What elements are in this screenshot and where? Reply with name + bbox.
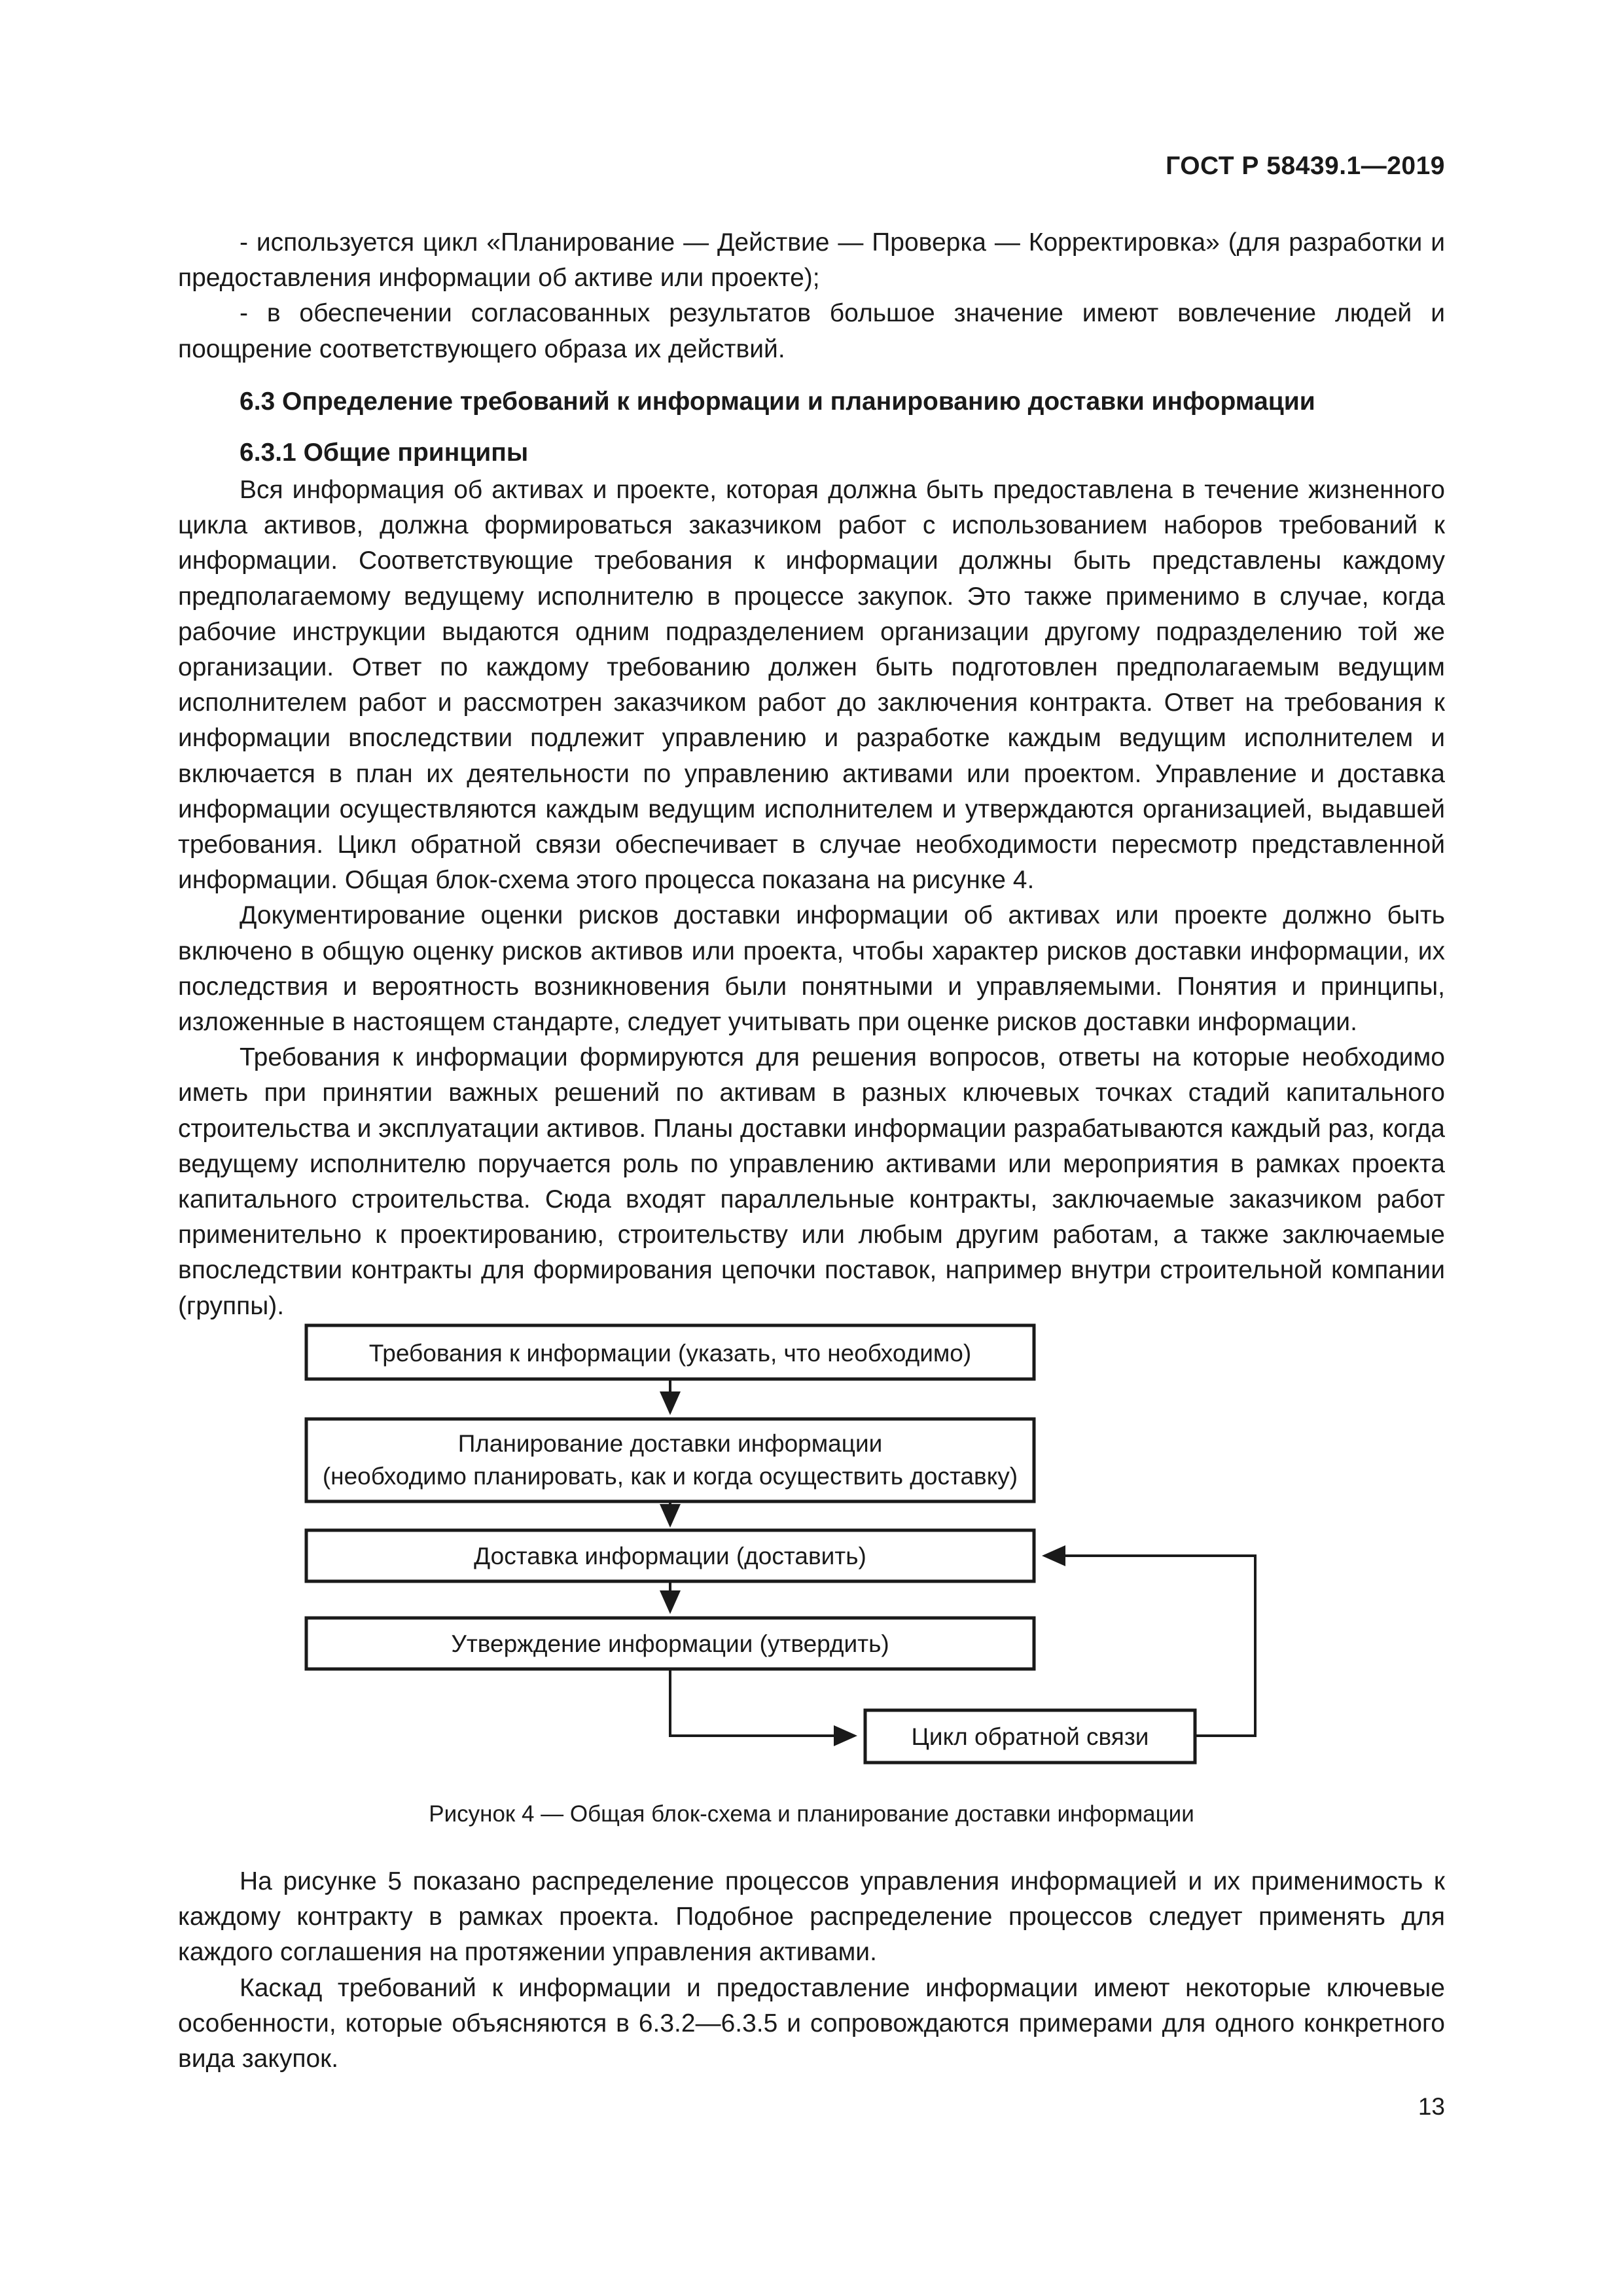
figure-caption: Рисунок 4 — Общая блок-схема и планирование доставки информации bbox=[429, 1801, 1194, 1827]
intro-paragraph-1: - используется цикл «Планирование — Действие — Проверка — Корректировка» (для разработки и предоставления информации об активе или проекте); bbox=[178, 228, 1445, 293]
body-paragraph-3: Требования к информации формируются для решения вопросов, ответы на которые необходимо иметь при принятии важных решений по активам в разных ключевых точках стадий капитального строительства и эксплуатации активов. Планы доставки информации разрабатываются каждый раз, когда ведущему исполнителю поручается роль по управлению активами или мероприятия в рамках проекта капитального строительства. Сюда входят параллельные контракты, заключаемые заказчиком работ применительно к проектированию, строительству или любым другим работам, а также заключаемые впоследствии контракты для формирования цепочки поставок, например внутри строительной компании (группы). bbox=[178, 1043, 1445, 1320]
flow-box-delivery-label: Доставка информации (доставить) bbox=[474, 1543, 866, 1570]
closing-text bbox=[178, 1864, 1445, 2077]
flow-arrow-to-feedback bbox=[670, 1669, 855, 1736]
flow-box-planning-line1: Планирование доставки информации bbox=[457, 1430, 883, 1457]
flow-box-delivery bbox=[306, 1530, 1034, 1581]
document-code: ГОСТ Р 58439.1—2019 bbox=[1166, 152, 1445, 180]
flow-box-feedback bbox=[865, 1710, 1195, 1763]
subsection-title: 6.3.1 Общие принципы bbox=[240, 439, 529, 467]
body-paragraph-1: Вся информация об активах и проекте, которая должна быть предоставлена в течение жизненного цикла активов, должна формироваться заказчиком работ с использованием наборов требований к информации. Соответствующие требования к информации должны быть представлены каждому предполагаемому ведущему исполнителю в процессе закупок. Это также применимо в случае, когда рабочие инструкции выдаются одним подразделением организации другому подразделению той же организации. Ответ по каждому требованию должен быть подготовлен предполагаемым ведущим исполнителем работ и рассмотрен заказчиком работ до заключения контракта. Ответ на требования к информации впоследствии подлежит управлению и разработке каждым ведущим исполнителем и включается в план их деятельности по управлению активами или проектом. Управление и доставка информации осуществляются каждым ведущим исполнителем и утверждаются организацией, выдавшей требования. Цикл обратной связи обеспечивает в случае необходимости пересмотр представленной информации. Общая блок-схема этого процесса показана на рисунке 4. bbox=[178, 476, 1445, 895]
flow-box-feedback-label: Цикл обратной связи bbox=[911, 1723, 1149, 1750]
flow-box-planning-line2: (необходимо планировать, как и когда осуществить доставку) bbox=[322, 1463, 1018, 1490]
section-title: 6.3 Определение требований к информации и планированию доставки информации bbox=[240, 387, 1315, 416]
page-number: 13 bbox=[1418, 2093, 1445, 2120]
flow-box-approval-label: Утверждение информации (утвердить) bbox=[451, 1630, 889, 1657]
flow-box-requirements bbox=[306, 1325, 1034, 1379]
closing-paragraph-2: Каскад требований к информации и предоставление информации имеют некоторые ключевые особенности, которые объясняются в 6.3.2—6.3.5 и сопровождаются примерами для одного конкретного вида закупок. bbox=[178, 1973, 1445, 2073]
flow-box-approval bbox=[306, 1618, 1034, 1669]
body-paragraph-2: Документирование оценки рисков доставки информации об активах или проекте должно быть включено в общую оценку рисков активов или проекта, чтобы характер рисков доставки информации, их последствия и вероятность возникновения были понятными и управляемыми. Понятия и принципы, изложенные в настоящем стандарте, следует учитывать при оценке рисков доставки информации. bbox=[178, 901, 1445, 1037]
closing-paragraph-1: На рисунке 5 показано распределение процессов управления информацией и их применимость к каждому контракту в рамках проекта. Подобное распределение процессов следует применять для каждого соглашения на протяжении управления активами. bbox=[178, 1867, 1445, 1967]
flow-box-planning bbox=[306, 1419, 1034, 1501]
intro-paragraph-2: - в обеспечении согласованных результатов большое значение имеют вовлечение людей и поощрение соответствующего образа их действий. bbox=[178, 299, 1445, 363]
flow-box-requirements-label: Требования к информации (указать, что необходимо) bbox=[368, 1340, 972, 1367]
